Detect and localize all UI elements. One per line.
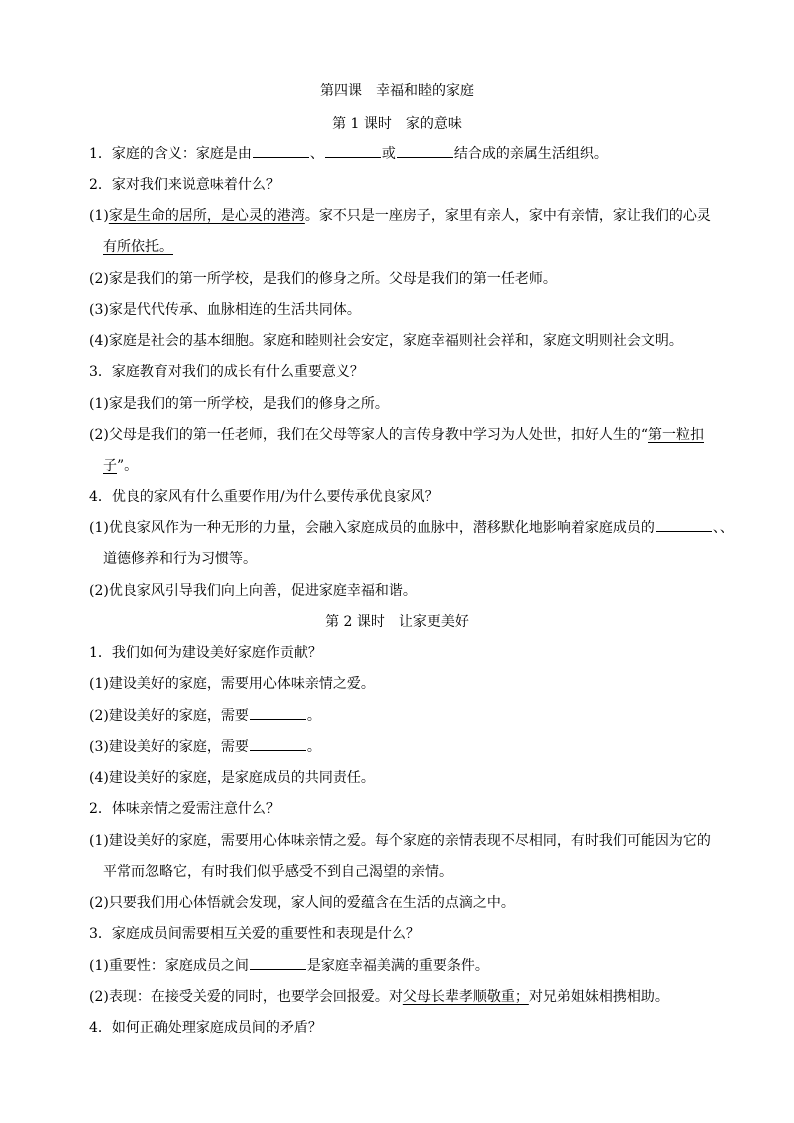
fill-blank	[325, 143, 381, 158]
lesson1-q4-p1-cont: 道德修养和行为习惯等。	[103, 551, 257, 567]
lesson2-q2-p1-cont: 平常而忽略它，有时我们似乎感受不到自己渴望的亲情。	[103, 864, 453, 880]
item-text: 。	[306, 708, 321, 724]
item-text: 是家庭幸福美满的重要条件。	[306, 958, 489, 974]
underlined-text: 父母长辈孝顺敬重；	[402, 989, 529, 1005]
underlined-text: 家是生命的居所，是心灵的港湾	[108, 208, 305, 224]
lesson1-q4: 4．优良的家风有什么重要作用/为什么要传承优良家风？	[89, 489, 439, 505]
lesson2-q1-p2	[0, 705, 794, 727]
lesson1-q3-p2-cont	[0, 455, 794, 477]
lesson-title: 第四课 幸福和睦的家庭	[320, 83, 474, 99]
item-text: 。	[306, 739, 321, 755]
lesson1-q2-p2: (2)家是我们的第一所学校，是我们的修身之所。父母是我们的第一任老师。	[89, 271, 557, 287]
item-number: (1)	[89, 208, 109, 224]
lesson2-q2-p1: (1)建设美好的家庭，需要用心体味亲情之爱。每个家庭的亲情表现不尽相同，有时我们可能因为它的	[89, 833, 711, 849]
underlined-text: 子	[103, 458, 117, 474]
lesson2-q3-p1	[0, 955, 794, 977]
item-text: (1)重要性：家庭成员之间	[89, 958, 249, 974]
lesson1-q2-p3: (3)家是代代传承、血脉相连的生活共同体。	[89, 302, 361, 318]
fill-blank	[397, 143, 453, 158]
item-text: 对兄弟姐妹相携相助。	[528, 989, 669, 1005]
q1-text-a: 1．家庭的含义：家庭是由	[89, 146, 252, 162]
underlined-text: 有所依托。	[103, 239, 173, 255]
lesson1-heading: 第 1 课时 家的意味	[332, 116, 462, 132]
lesson2-q1-p1: (1)建设美好的家庭，需要用心体味亲情之爱。	[89, 676, 375, 692]
lesson1-q3: 3．家庭教育对我们的成长有什么重要意义？	[89, 364, 364, 380]
item-text: 。家不只是一座房子，家里有亲人，家中有亲情，家让我们的心灵	[304, 208, 711, 224]
underlined-text: 第一粒扣	[648, 427, 704, 443]
lesson2-q3-p2	[0, 986, 794, 1008]
fill-blank	[656, 517, 712, 532]
q1-text-c: 结合成的亲属生活组织。	[453, 146, 608, 162]
fill-blank	[250, 955, 306, 970]
item-text: (1)优良家风作为一种无形的力量，会融入家庭成员的血脉中，潜移默化地影响着家庭成员的	[89, 520, 655, 536]
lesson2-q2-p2: (2)只要我们用心体悟就会发现，家人间的爱蕴含在生活的点滴之中。	[89, 895, 515, 911]
item-text: (2)表现：在接受关爱的同时，也要学会回报爱。对	[89, 989, 403, 1005]
lesson1-q2: 2．家对我们来说意味着什么？	[89, 177, 280, 193]
item-text: ”。	[117, 458, 139, 474]
fill-blank	[250, 736, 306, 751]
lesson2-q4: 4．如何正确处理家庭成员间的矛盾？	[89, 1020, 322, 1036]
lesson2-q1: 1．我们如何为建设美好家庭作贡献？	[89, 645, 322, 661]
item-text: 、、	[712, 520, 734, 536]
lesson2-q1-p4: (4)建设美好的家庭，是家庭成员的共同责任。	[89, 770, 375, 786]
lesson1-q4-p2: (2)优良家风引导我们向上向善，促进家庭幸福和谐。	[89, 583, 417, 599]
lesson1-q4-p1	[0, 517, 794, 539]
item-text: (2)建设美好的家庭，需要	[89, 708, 249, 724]
lesson1-q2-p1-cont	[0, 236, 794, 258]
item-text: (3)建设美好的家庭，需要	[89, 739, 249, 755]
item-text: (2)父母是我们的第一任老师，我们在父母等家人的言传身教中学习为人处世，扣好人生的“	[89, 427, 648, 443]
fill-blank	[253, 143, 309, 158]
lesson1-q3-p2	[0, 424, 794, 446]
q1-sep2: 或	[381, 146, 396, 162]
lesson1-q2-p4: (4)家庭是社会的基本细胞。家庭和睦则社会安定，家庭幸福则社会祥和，家庭文明则社会文明。	[89, 333, 683, 349]
lesson1-q1	[0, 143, 794, 165]
lesson2-q3: 3．家庭成员间需要相互关爱的重要性和表现是什么？	[89, 926, 420, 942]
lesson1-q2-p1	[0, 205, 794, 227]
fill-blank	[250, 705, 306, 720]
lesson2-q2: 2．体味亲情之爱需注意什么？	[89, 801, 280, 817]
lesson2-heading: 第 2 课时 让家更美好	[325, 614, 469, 630]
lesson2-q1-p3	[0, 736, 794, 758]
lesson1-q3-p1: (1)家是我们的第一所学校，是我们的修身之所。	[89, 396, 389, 412]
q1-sep1: 、	[309, 146, 324, 162]
